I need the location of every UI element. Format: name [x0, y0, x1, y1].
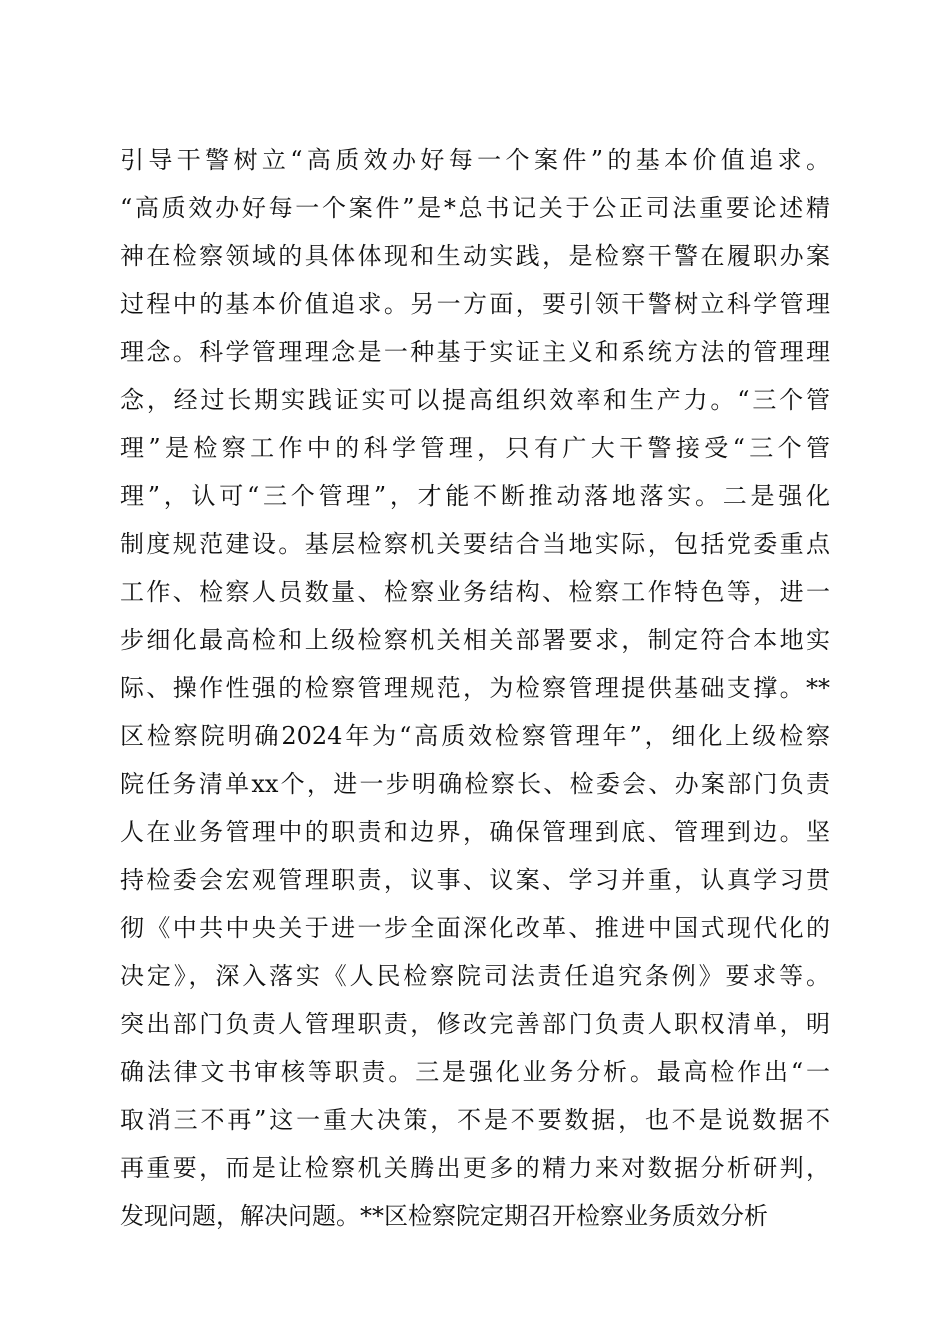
text-line: “高质效办好每一个案件”是*总书记关于公正司法重要论述精: [120, 194, 830, 222]
text-line: 过程中的基本价值追求。另一方面，要引领干警树立科学管理: [120, 290, 830, 318]
text-line: 工作、检察人员数量、检察业务结构、检察工作特色等，进一: [120, 578, 830, 606]
text-line: 际、操作性强的检察管理规范，为检察管理提供基础支撑。**: [120, 674, 830, 702]
text-line: 神在检察领域的具体体现和生动实践，是检察干警在履职办案: [120, 242, 830, 270]
text-line: 理”是检察工作中的科学管理，只有广大干警接受“三个管: [120, 434, 830, 462]
text-line: 步细化最高检和上级检察机关相关部署要求，制定符合本地实: [120, 626, 830, 654]
body-text: [120, 136, 830, 1240]
text-line: 念，经过长期实践证实可以提高组织效率和生产力。“三个管: [120, 386, 830, 414]
text-line: 理念。科学管理理念是一种基于实证主义和系统方法的管理理: [120, 338, 830, 366]
text-line: 持检委会宏观管理职责，议事、议案、学习并重，认真学习贯: [120, 866, 830, 894]
text-line: 理”，认可“三个管理”，才能不断推动落地落实。二是强化: [120, 482, 830, 510]
text-line: 确法律文书审核等职责。三是强化业务分析。最高检作出“一: [120, 1058, 830, 1086]
text-line: 发现问题，解决问题。**区检察院定期召开检察业务质效分析: [120, 1202, 768, 1230]
text-line: 人在业务管理中的职责和边界，确保管理到底、管理到边。坚: [120, 818, 830, 846]
text-line: 再重要，而是让检察机关腾出更多的精力来对数据分析研判，: [120, 1154, 830, 1182]
text-line: 区检察院明确2024年为“高质效检察管理年”，细化上级检察: [120, 722, 830, 750]
text-line: 取消三不再”这一重大决策，不是不要数据，也不是说数据不: [120, 1106, 830, 1134]
text-line: 决定》，深入落实《人民检察院司法责任追究条例》要求等。: [120, 962, 830, 990]
text-line: 引导干警树立“高质效办好每一个案件”的基本价值追求。: [120, 146, 830, 174]
text-line: 彻《中共中央关于进一步全面深化改革、推进中国式现代化的: [120, 914, 830, 942]
text-line: 院任务清单xx个，进一步明确检察长、检委会、办案部门负责: [120, 770, 830, 798]
text-line: 突出部门负责人管理职责，修改完善部门负责人职权清单，明: [120, 1010, 830, 1038]
text-line: 制度规范建设。基层检察机关要结合当地实际，包括党委重点: [120, 530, 830, 558]
